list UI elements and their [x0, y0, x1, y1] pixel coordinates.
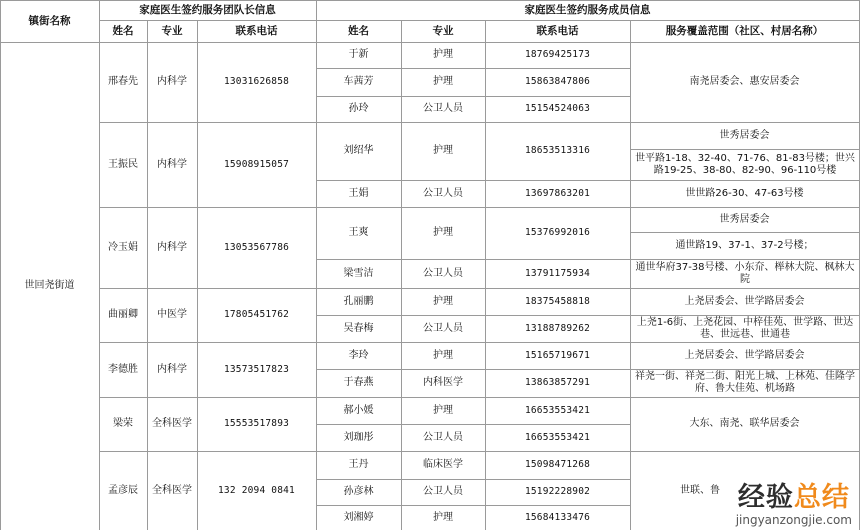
member-phone: 13791175934: [524, 267, 591, 279]
leader-phone: 132 2094 0841: [218, 484, 295, 496]
leader-name: 冷玉娟: [108, 241, 138, 253]
leader-name: 曲丽卿: [108, 309, 138, 320]
watermark-text-b: 总结: [793, 482, 850, 513]
member-phone: 13697863201: [524, 187, 591, 199]
member-phone: 15376992016: [524, 227, 591, 238]
member-specialty: 护理: [433, 227, 453, 238]
leader-phone: 15908915057: [223, 158, 290, 170]
coverage-cell: 上尧居委会、世学路居委会: [684, 349, 805, 361]
header-member-phone: 联系电话: [536, 25, 579, 37]
member-phone: 18769425173: [524, 49, 591, 60]
leader-name: 王振民: [108, 158, 138, 170]
header-leader-specialty: 专业: [161, 25, 183, 37]
member-phone: 16653553421: [524, 431, 591, 443]
leader-phone: 17805451762: [223, 309, 290, 320]
member-name: 于新: [348, 49, 369, 60]
coverage-cell: 祥尧一街、祥尧二街、阳光上城、上林苑、佳隆学府、鲁大佳苑、机场路: [635, 371, 855, 394]
member-specialty: 公卫人员: [423, 103, 463, 114]
leader-specialty: 内科学: [157, 158, 187, 170]
member-name: 于春燕: [343, 377, 374, 388]
coverage-cell: 大东、南尧、联华居委会: [689, 418, 800, 429]
leader-phone: 13573517823: [223, 363, 290, 375]
member-specialty: 内科医学: [423, 377, 463, 388]
header-member-coverage: 服务覆盖范围（社区、村居名称）: [665, 25, 824, 37]
header-leader-phone: 联系电话: [235, 25, 278, 37]
watermark-url: jingyanzongjie.com: [735, 513, 852, 527]
member-specialty: 公卫人员: [423, 267, 463, 279]
coverage-cell: 通世华府37-38号楼、小东夼、榉林大院、枫林大院: [635, 261, 855, 285]
coverage-cell: 世联、鲁: [680, 484, 720, 496]
member-specialty: 公卫人员: [423, 431, 463, 443]
coverage-cell: 通世路19、37-1、37-2号楼；: [675, 239, 814, 251]
member-name: 刘珈彤: [343, 431, 374, 443]
member-name: 孙彦林: [343, 486, 374, 497]
header-member-group: 家庭医生签约服务成员信息: [524, 4, 651, 16]
member-name: 梁雪洁: [343, 267, 374, 279]
member-name: 李玲: [348, 349, 369, 361]
leader-specialty: 中医学: [157, 309, 187, 320]
watermark-logo: [736, 483, 852, 513]
coverage-cell: 世秀居委会: [719, 213, 770, 225]
street-name-cell: 世回尧街道: [24, 280, 75, 291]
member-specialty: 护理: [433, 295, 453, 307]
leader-specialty: 内科学: [157, 76, 187, 87]
header-leader-group: 家庭医生签约服务团队长信息: [139, 4, 276, 16]
member-name: 王爽: [348, 227, 369, 238]
leader-specialty: 全科医学: [152, 418, 192, 429]
member-name: 吴春梅: [343, 322, 374, 334]
member-specialty: 护理: [433, 349, 453, 361]
member-name: 王丹: [348, 459, 369, 470]
site-watermark: [736, 483, 852, 527]
coverage-cell: 南尧居委会、惠安居委会: [689, 76, 800, 87]
member-name: 郝小媛: [343, 404, 374, 416]
leader-phone: 13053567786: [223, 241, 290, 253]
header-leader-name: 姓名: [112, 25, 134, 37]
watermark-text-a: 经验: [737, 482, 794, 513]
member-name: 孙玲: [348, 103, 369, 114]
member-specialty: 护理: [433, 49, 453, 60]
member-phone: 15154524063: [524, 103, 591, 114]
member-phone: 18653513316: [524, 145, 591, 156]
member-name: 孔丽鹏: [343, 295, 374, 307]
leader-phone: 15553517893: [223, 418, 290, 429]
coverage-cell: 上尧1-6街、上尧花园、中梓佳苑、世学路、世达巷、世远巷、世通巷: [636, 316, 854, 340]
leader-specialty: 全科医学: [152, 484, 192, 496]
member-name: 车茜芳: [343, 76, 374, 87]
member-specialty: 公卫人员: [423, 187, 463, 199]
member-specialty: 公卫人员: [423, 322, 463, 334]
member-name: 刘绍华: [343, 145, 374, 156]
header-member-specialty: 专业: [432, 25, 454, 37]
member-phone: 16653553421: [524, 404, 591, 416]
leader-name: 孟彦辰: [108, 484, 138, 496]
member-name: 刘湘婷: [343, 511, 374, 523]
member-specialty: 公卫人员: [423, 486, 463, 497]
member-phone: 13863857291: [524, 377, 591, 388]
leader-specialty: 内科学: [157, 363, 187, 375]
header-street-name: 镇街名称: [28, 15, 71, 27]
member-phone: 15684133476: [524, 511, 591, 523]
member-specialty: 护理: [433, 404, 453, 416]
leader-name: 邢春先: [108, 76, 138, 87]
member-specialty: 护理: [433, 76, 453, 87]
member-phone: 15863847806: [524, 76, 591, 87]
member-phone: 15098471268: [524, 459, 591, 470]
member-specialty: 护理: [433, 511, 453, 523]
member-specialty: 临床医学: [423, 459, 463, 470]
leader-name: 梁荣: [113, 418, 133, 429]
member-specialty: 护理: [433, 145, 453, 156]
member-phone: 15192228902: [524, 486, 591, 497]
member-phone: 15165719671: [524, 349, 591, 361]
member-phone: 18375458818: [524, 295, 591, 307]
coverage-cell: 上尧居委会、世学路居委会: [684, 295, 805, 307]
coverage-cell: 世秀居委会: [719, 129, 770, 141]
leader-specialty: 内科学: [157, 241, 187, 253]
leader-name: 李德胜: [108, 363, 138, 375]
member-name: 王娟: [348, 187, 369, 199]
coverage-cell: 世世路26-30、47-63号楼: [685, 187, 804, 199]
header-member-name: 姓名: [348, 25, 369, 37]
member-phone: 13188789262: [524, 322, 591, 334]
coverage-cell: 世平路1-18、32-40、71-76、81-83号楼；世兴路19-25、38-80、82-90、96-110号楼: [635, 152, 855, 176]
leader-phone: 13031626858: [223, 76, 290, 87]
